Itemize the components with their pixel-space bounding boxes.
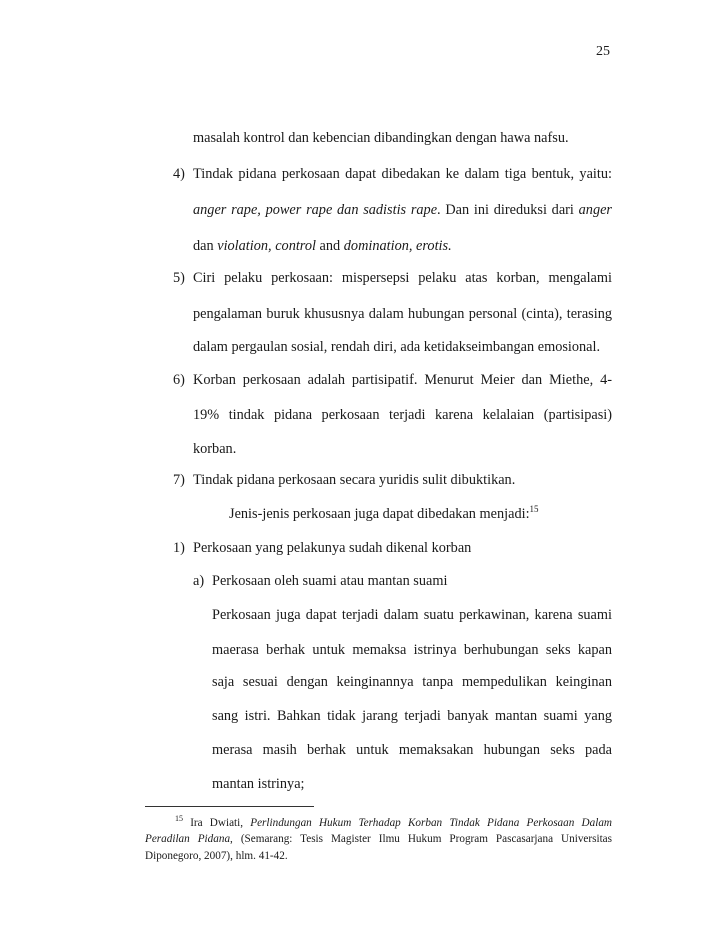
italic-term: anger rape, power rape dan sadistis rape [193, 202, 438, 218]
body-line: masalah kontrol dan kebencian dibandingkan dengan hawa nafsu. [193, 130, 569, 146]
list-number: 6) [173, 372, 185, 388]
body-line [193, 200, 612, 220]
body-line: merasa masih berhak untuk memaksakan hubungan seks pada [212, 742, 612, 758]
footnote-line: Diponegoro, 2007), hlm. 41-42. [145, 850, 288, 862]
body-line: Perkosaan juga dapat terjadi dalam suatu perkawinan, karena suami [212, 607, 612, 623]
body-line: Tindak pidana perkosaan secara yuridis sulit dibuktikan. [193, 472, 516, 488]
italic-term: anger [578, 202, 612, 218]
footnote-line [145, 831, 612, 847]
body-line: pengalaman buruk khususnya dalam hubungan personal (cinta), terasing [193, 306, 612, 322]
footnote-separator [145, 806, 314, 807]
body-text: . Dan ini direduksi dari [437, 202, 579, 218]
body-line [229, 504, 539, 524]
body-line [193, 236, 452, 256]
body-line: maerasa berhak untuk memaksa istrinya berhubungan seks kapan [212, 642, 612, 658]
body-line: dalam pergaulan sosial, rendah diri, ada ketidakseimbangan emosional. [193, 339, 601, 355]
footnote-number: 15 [175, 814, 183, 823]
body-line: saja sesuai dengan keinginannya tanpa mempedulikan keinginan [212, 674, 612, 690]
body-line: Korban perkosaan adalah partisipatif. Menurut Meier dan Miethe, 4- [193, 372, 612, 388]
body-line: mantan istrinya; [212, 776, 305, 792]
footnote-title: Peradilan Pidana [145, 833, 231, 845]
list-number: 5) [173, 270, 185, 286]
body-line: Perkosaan yang pelakunya sudah dikenal korban [193, 540, 472, 556]
body-line: Ciri pelaku perkosaan: mispersepsi pelaku atas korban, mengalami [193, 270, 612, 286]
list-number: 1) [173, 540, 185, 556]
list-number: 7) [173, 472, 185, 488]
body-line: Perkosaan oleh suami atau mantan suami [212, 573, 448, 589]
list-letter: a) [193, 573, 205, 589]
footnote-title: Perlindungan Hukum Terhadap Korban Tindak Pidana Perkosaan Dalam [250, 817, 612, 829]
italic-term: violation, control [217, 238, 316, 254]
list-number: 4) [173, 166, 185, 182]
body-text: Jenis-jenis perkosaan juga dapat dibedakan menjadi: [229, 506, 530, 522]
page-number: 25 [596, 44, 610, 59]
body-line: Tindak pidana perkosaan dapat dibedakan ke dalam tiga bentuk, yaitu: [193, 166, 612, 182]
body-line: sang istri. Bahkan tidak jarang terjadi banyak mantan suami yang [212, 708, 612, 724]
body-text: dan [193, 238, 218, 254]
body-line: 19% tindak pidana perkosaan terjadi karena kelalaian (partisipasi) [193, 407, 612, 423]
body-text: and [315, 238, 344, 254]
footnote-ref: 15 [529, 504, 539, 514]
footnote-line [145, 815, 612, 831]
italic-term: domination, erotis. [343, 238, 452, 254]
body-line: korban. [193, 441, 237, 457]
footnote-text: Ira Dwiati, [183, 817, 251, 829]
footnote-text: , (Semarang: Tesis Magister Ilmu Hukum Program Pascasarjana Universitas [230, 833, 612, 845]
